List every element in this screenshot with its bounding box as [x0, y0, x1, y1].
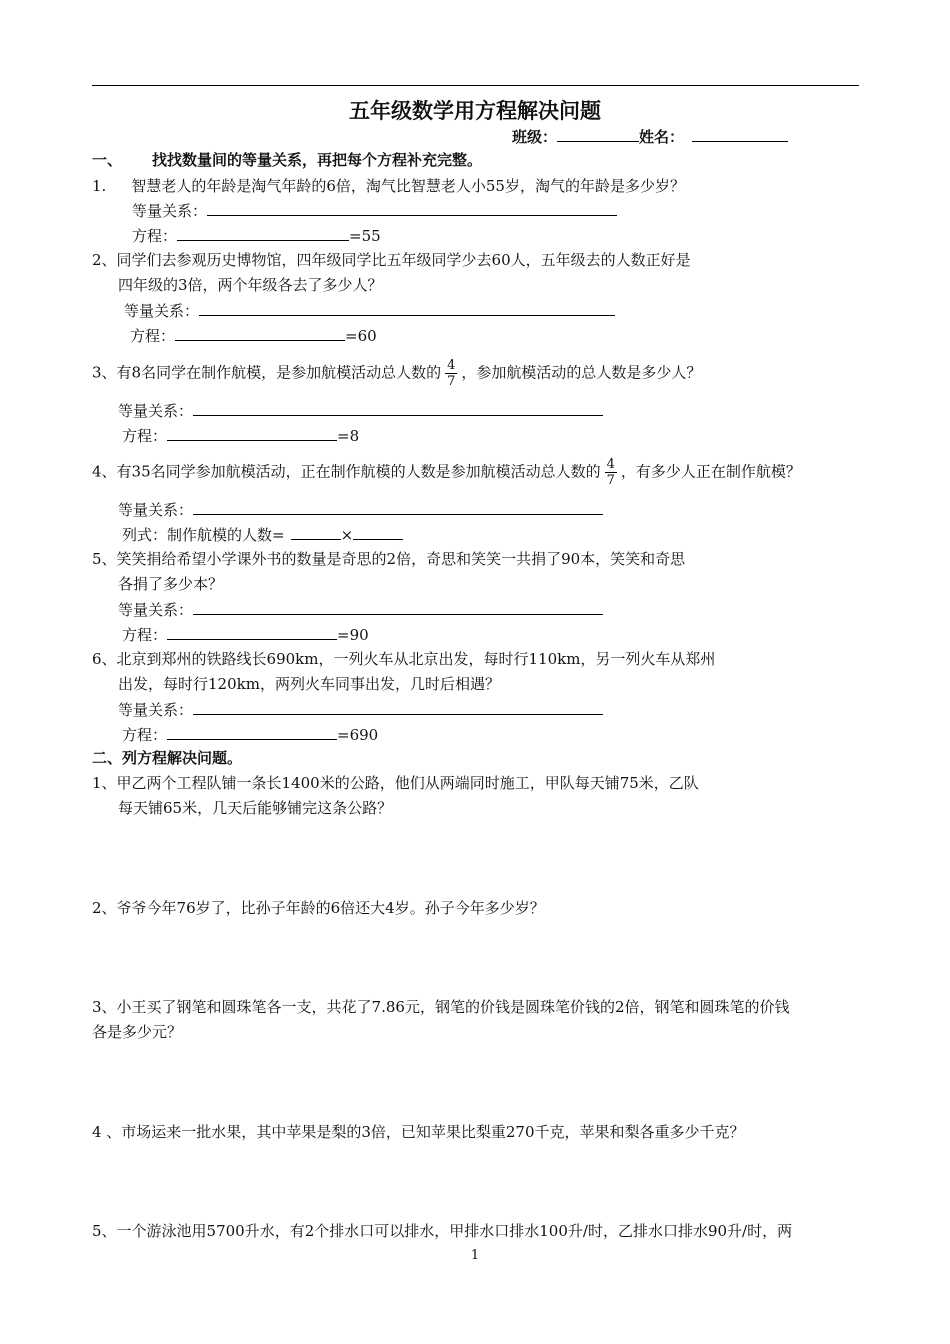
question-3 [92, 358, 701, 389]
equation-blank[interactable] [167, 425, 337, 441]
section-1-heading [92, 150, 482, 170]
relation-blank[interactable] [207, 200, 617, 216]
question-6-line-1: 6、北京到郑州的铁路线长690km，一列火车从北京出发，每时行110km，另一列火车从郑州 [92, 650, 716, 668]
relation-blank[interactable] [199, 300, 615, 316]
question-6-equation [122, 724, 378, 745]
fraction-denominator: 7 [447, 374, 456, 389]
question-4-text-b: ，有多少人正在制作航模？ [620, 462, 801, 481]
formula-label: 列式：制作航模的人数= [122, 526, 285, 544]
class-blank[interactable] [557, 126, 639, 142]
question-5-equation [122, 624, 369, 645]
relation-label: 等量关系： [118, 501, 194, 519]
question-6-relation [118, 699, 603, 720]
relation-label: 等量关系： [118, 601, 194, 619]
question-4-formula [122, 524, 403, 545]
equation-rhs: =690 [337, 726, 379, 744]
times-sign: × [340, 526, 354, 544]
student-info [512, 126, 788, 147]
relation-label: 等量关系： [124, 302, 200, 320]
equation-blank[interactable] [167, 624, 337, 640]
problem-3-line-1: 3、小王买了钢笔和圆珠笔各一支，共花了7.86元，钢笔的价钱是圆珠笔价钱的2倍，钢笔和圆珠笔的价钱 [92, 998, 790, 1016]
fraction-numerator: 4 [447, 358, 456, 373]
equation-label: 方程： [122, 626, 168, 644]
question-3-text-b: ，参加航模活动的总人数是多少人？ [461, 363, 702, 382]
problem-5: 5、一个游泳池用5700升水，有2个排水口可以排水，甲排水口排水100升/时，乙排水口排水90升/时，两 [92, 1222, 793, 1240]
section-1-text: 找找数量间的等量关系，再把每个方程补充完整。 [152, 151, 483, 169]
relation-label: 等量关系： [118, 701, 194, 719]
question-2-line-1: 2、同学们去参观历史博物馆，四年级同学比五年级同学少去60人，五年级去的人数正好是 [92, 251, 691, 269]
question-5-relation [118, 599, 603, 620]
equation-blank[interactable] [177, 225, 349, 241]
question-1-number: 1. [92, 177, 107, 195]
problem-2: 2、爷爷今年76岁了，比孙子年龄的6倍还大4岁。孙子今年多少岁？ [92, 899, 545, 917]
relation-blank[interactable] [193, 699, 603, 715]
question-2-line-2: 四年级的3倍，两个年级各去了多少人？ [118, 276, 383, 294]
problem-3-line-2: 各是多少元？ [92, 1023, 183, 1041]
class-label: 班级： [512, 128, 558, 146]
page-title: 五年级数学用方程解决问题 [349, 98, 601, 123]
problem-1-line-2: 每天铺65米，几天后能够铺完这条公路？ [118, 799, 393, 817]
question-2-equation [130, 325, 377, 346]
relation-blank[interactable] [193, 400, 603, 416]
problem-4: 4 、市场运来一批水果，其中苹果是梨的3倍，已知苹果比梨重270千克，苹果和梨各重多少千克？ [92, 1123, 745, 1141]
top-rule [92, 85, 859, 86]
question-5-line-2: 各捐了多少本？ [118, 575, 224, 593]
equation-rhs: =8 [337, 427, 360, 445]
question-4-relation [118, 499, 603, 520]
fraction [605, 457, 617, 488]
question-6-line-2: 出发，每时行120km，两列火车同事出发，几时后相遇？ [118, 675, 500, 693]
question-1-relation [132, 200, 617, 221]
equation-label: 方程： [130, 327, 176, 345]
fraction [445, 358, 457, 389]
question-4-text-a: 4、有35名同学参加航模活动，正在制作航模的人数是参加航模活动总人数的 [92, 462, 601, 481]
formula-blank-1[interactable] [291, 524, 341, 540]
name-label: 姓名： [639, 128, 685, 146]
fraction-numerator: 4 [606, 457, 615, 472]
relation-blank[interactable] [193, 499, 603, 515]
equation-rhs: =90 [337, 626, 369, 644]
name-blank[interactable] [692, 126, 788, 142]
equation-rhs: =55 [349, 227, 381, 245]
relation-label: 等量关系： [118, 402, 194, 420]
question-2-relation [124, 300, 615, 321]
question-5-line-1: 5、笑笑捐给希望小学课外书的数量是奇思的2倍，奇思和笑笑一共捐了90本，笑笑和奇思 [92, 550, 686, 568]
relation-label: 等量关系： [132, 202, 208, 220]
problem-1-line-1: 1、甲乙两个工程队铺一条长1400米的公路，他们从两端同时施工，甲队每天铺75米，乙队 [92, 774, 699, 792]
equation-rhs: =60 [345, 327, 377, 345]
question-1-equation [132, 225, 381, 246]
equation-blank[interactable] [167, 724, 337, 740]
equation-label: 方程： [122, 726, 168, 744]
question-3-relation [118, 400, 603, 421]
question-4 [92, 457, 801, 488]
question-3-text-a: 3、有8名同学在制作航模，是参加航模活动总人数的 [92, 363, 442, 382]
equation-label: 方程： [132, 227, 178, 245]
relation-blank[interactable] [193, 599, 603, 615]
page-number: 1 [470, 1248, 480, 1263]
question-1 [92, 176, 685, 196]
question-1-text: 智慧老人的年龄是淘气年龄的6倍，淘气比智慧老人小55岁，淘气的年龄是多少岁？ [131, 177, 685, 195]
fraction-denominator: 7 [606, 473, 615, 488]
equation-label: 方程： [122, 427, 168, 445]
equation-blank[interactable] [175, 325, 345, 341]
formula-blank-2[interactable] [353, 524, 403, 540]
section-2-heading: 二、列方程解决问题。 [92, 749, 243, 767]
section-1-number: 一、 [92, 151, 123, 169]
question-3-equation [122, 425, 359, 446]
